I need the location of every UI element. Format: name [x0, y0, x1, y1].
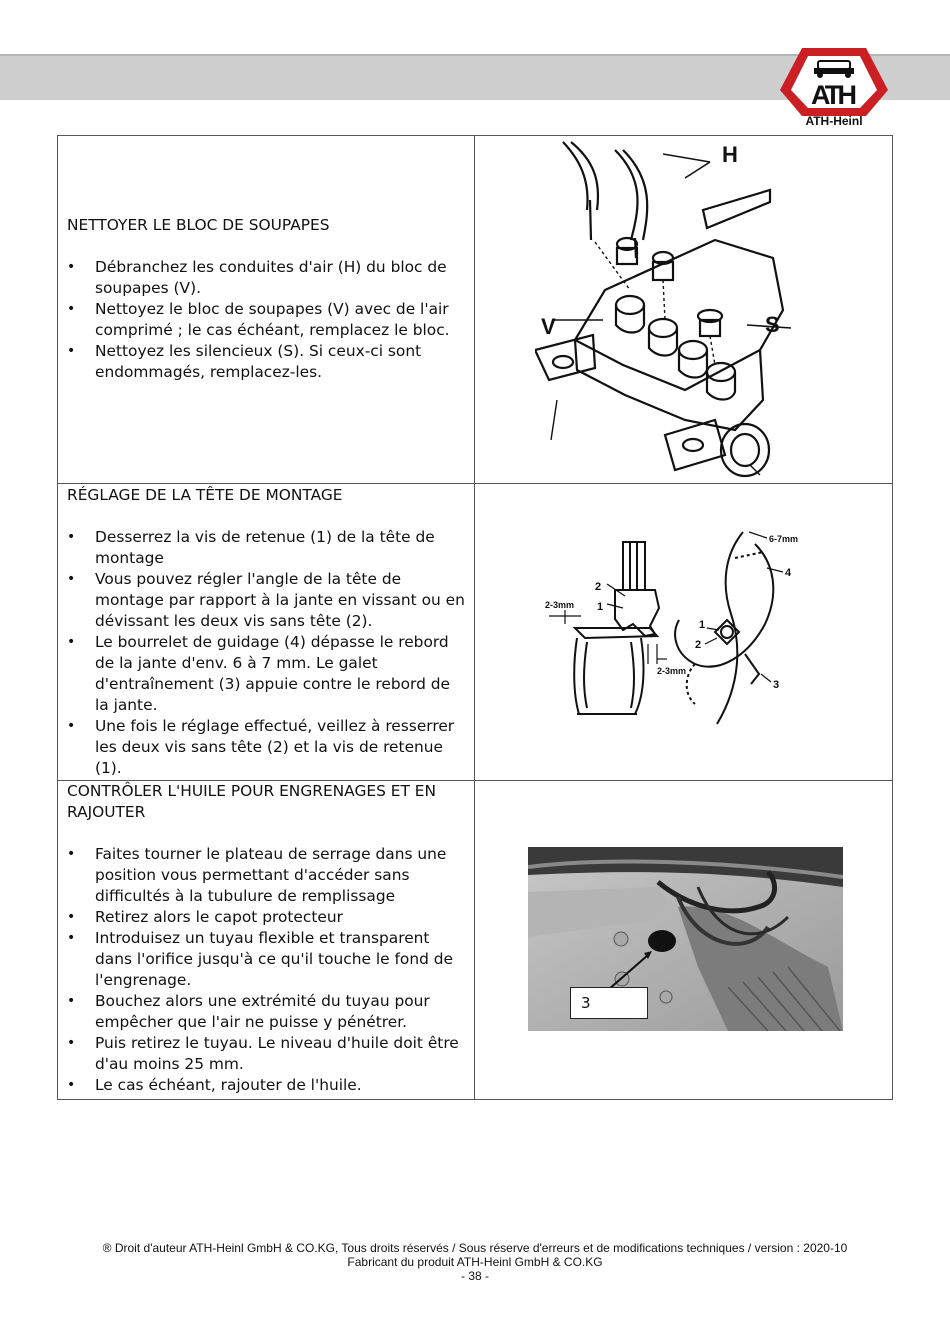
photo-callout-label: 3: [570, 987, 648, 1019]
copyright-line: ® Droit d'auteur ATH-Heinl GmbH & CO.KG, Tous droits réservés / Sous réserve d'erreurs et de modifications techniques / version : 2020-10: [102, 1241, 848, 1255]
list-item: • Nettoyez le bloc de soupapes (V) avec de l'air comprimé ; le cas échéant, remplacez le bloc.: [95, 299, 466, 341]
list-item: • Nettoyez les silencieux (S). Si ceux-ci sont endommagés, remplacez-les.: [95, 341, 466, 383]
list-item: • Bouchez alors une extrémité du tuyau pour empêcher que l'air ne puisse y pénétrer.: [95, 991, 466, 1033]
label-4: 4: [785, 567, 792, 579]
list-item: • Puis retirez le tuyau. Le niveau d'huile doit être d'au moins 25 mm.: [95, 1033, 466, 1075]
label-2: 2: [695, 639, 702, 651]
section-mounting-head: [58, 484, 893, 781]
list-item: • Le cas échéant, rajouter de l'huile.: [95, 1075, 466, 1096]
list-item: • Desserrez la vis de retenue (1) de la tête de montage: [95, 527, 466, 569]
dimension-label: 2-3mm: [657, 666, 687, 676]
manufacturer-line: Fabricant du produit ATH-Heinl GmbH & CO.KG: [347, 1255, 603, 1269]
list-item: • Une fois le réglage effectué, veillez à resserrer les deux vis sans tête (2) et la vis de retenue (1).: [95, 716, 466, 779]
label-s: S: [765, 312, 780, 337]
section-title: RÉGLAGE DE LA TÊTE DE MONTAGE: [67, 486, 343, 504]
maintenance-table: [57, 135, 893, 1100]
section-gear-oil: [58, 781, 893, 1100]
list-item: • Retirez alors le capot protecteur: [95, 907, 466, 928]
page-number: - 38 -: [460, 1269, 489, 1283]
list-item: • Faites tourner le plateau de serrage dans une position vous permettant d'accéder sans difficultés à la tubulure de remplissage: [95, 844, 466, 907]
page-footer: [0, 1241, 950, 1283]
label-3: 3: [773, 679, 780, 691]
label-v: V: [541, 314, 556, 339]
bullet-list: [67, 527, 466, 779]
label-1: 1: [699, 619, 706, 631]
list-item: • Débranchez les conduites d'air (H) du bloc de soupapes (V).: [95, 257, 466, 299]
bullet-list: [67, 257, 466, 383]
section-valve-block: [58, 136, 893, 484]
dimension-label: 2-3mm: [545, 600, 575, 610]
list-item: • Le bourrelet de guidage (4) dépasse le rebord de la jante d'env. 6 à 7 mm. Le galet d'entraînement (3) appuie contre le rebord de la jante.: [95, 632, 466, 716]
section-title: CONTRÔLER L'HUILE POUR ENGRENAGES ET EN RAJOUTER: [67, 782, 437, 821]
mounting-head-illustration: [545, 524, 815, 744]
logo-text: ATH: [811, 80, 857, 110]
dimension-label: 6-7mm: [769, 534, 799, 544]
list-item: • Introduisez un tuyau flexible et transparent dans l'orifice jusqu'à ce qu'il touche le fond de l'engrenage.: [95, 928, 466, 991]
gearbox-photo: [528, 847, 843, 1031]
bullet-list: [67, 844, 466, 1096]
label-1: 1: [597, 601, 604, 613]
section-title: NETTOYER LE BLOC DE SOUPAPES: [67, 216, 330, 234]
label-2: 2: [595, 581, 602, 593]
valve-block-illustration: [535, 140, 855, 480]
list-item: • Vous pouvez régler l'angle de la tête de montage par rapport à la jante en vissant ou en dévissant les deux vis sans tête (2).: [95, 569, 466, 632]
logo-caption: ATH-Heinl: [805, 114, 863, 128]
label-h: H: [722, 142, 738, 167]
